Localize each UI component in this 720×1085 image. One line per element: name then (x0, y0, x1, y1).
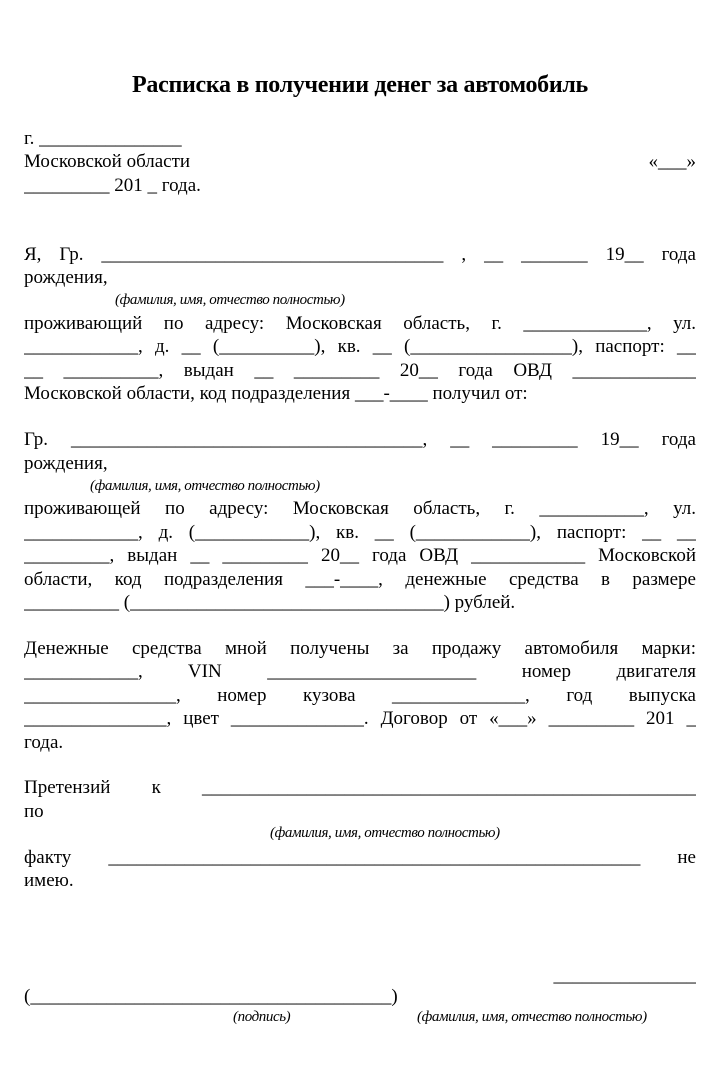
claims-end: имею. (24, 870, 74, 891)
car-color-line: _______________, цвет ______________. Договор от «___» _________ 201 _ (24, 708, 696, 729)
payer-name-line: Гр. _____________________________________, __ _________ 19__ года (24, 429, 696, 450)
recipient-name-line: Я, Гр. ____________________________________ , __ _______ 19__ года (24, 244, 696, 265)
claims-fact-line: факту ________________________________________________________ не (24, 847, 696, 868)
recipient-code-line: Московской области, код подразделения ___-____ получил от: (24, 383, 528, 404)
car-purpose-line: Денежные средства мной получены за продажу автомобиля марки: (24, 638, 696, 659)
city-line: г. _______________ (24, 128, 182, 149)
date-day: «___» (648, 151, 696, 172)
fio-note-1: (фамилия, имя, отчество полностью) (115, 292, 345, 308)
car-vin-line: ____________, VIN ______________________ номер двигателя (24, 661, 696, 682)
recipient-address-line: проживающий по адресу: Московская область, г. _____________, ул. (24, 313, 696, 334)
car-body-line: ________________, номер кузова ______________, год выпуска (24, 685, 696, 706)
payer-address-line-2: ____________, д. (____________), кв. __ (____________), паспорт: __ __ (24, 522, 696, 543)
document-title: Расписка в получении денег за автомобиль (132, 72, 588, 98)
fio-note-4: (фамилия, имя, отчество полностью) (417, 1009, 647, 1025)
payer-passport-line: _________, выдан __ _________ 20__ года ОВД ____________ Московской (24, 545, 696, 566)
signature-note: (подпись) (233, 1009, 291, 1025)
date-line: _________ 201 _ года. (24, 175, 201, 196)
claims-line: Претензий к ____________________________________________________ (24, 777, 696, 798)
payer-amount-line-2: __________ (_________________________________) рублей. (24, 592, 516, 613)
payer-address-line: проживающей по адресу: Московская область, г. ___________, ул. (24, 498, 696, 519)
region-text: Московской области (24, 151, 191, 172)
signature-line: _______________ (553, 965, 696, 986)
fio-note-3: (фамилия, имя, отчество полностью) (270, 825, 500, 841)
payer-birth-label: рождения, (24, 453, 108, 474)
claims-po: по (24, 801, 44, 822)
recipient-birth-label: рождения, (24, 267, 108, 288)
fio-signature-line: (______________________________________) (24, 986, 398, 1007)
recipient-passport-line: __ __________, выдан __ _________ 20__ года ОВД _____________ (24, 360, 696, 381)
payer-amount-line: области, код подразделения ___-____, денежные средства в размере (24, 569, 696, 590)
recipient-address-line-2: ____________, д. __ (__________), кв. __ (_________________), паспорт: __ (24, 336, 696, 357)
fio-note-2: (фамилия, имя, отчество полностью) (90, 478, 320, 494)
car-year-end: года. (24, 732, 64, 753)
